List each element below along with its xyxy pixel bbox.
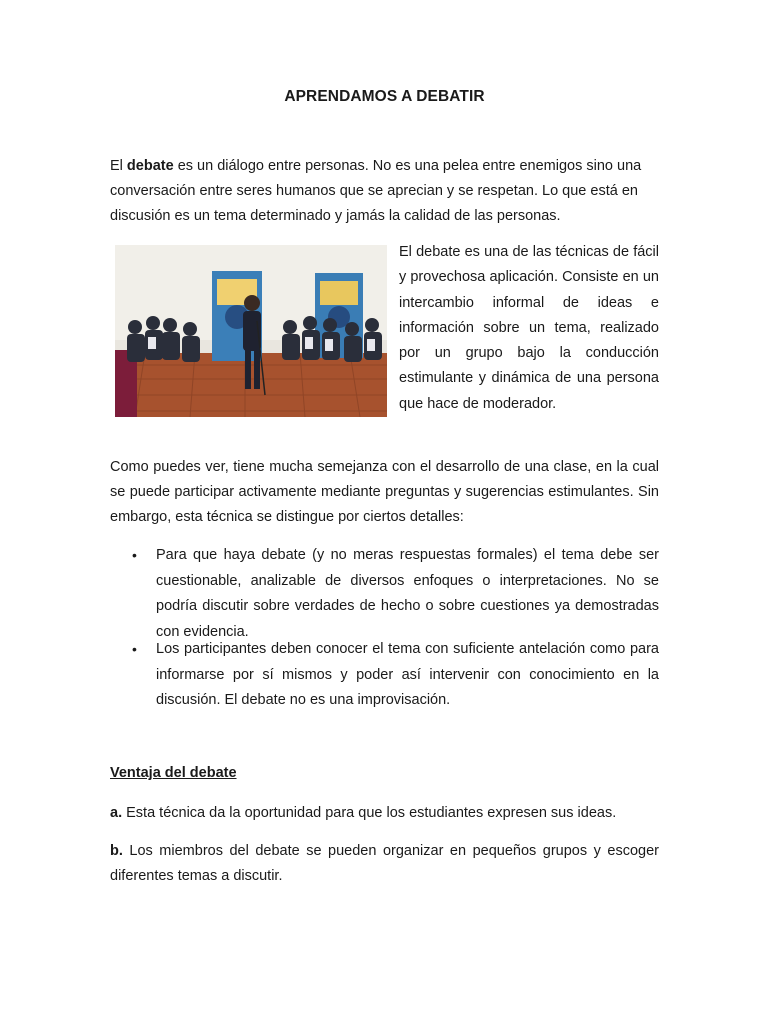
figure-paragraph: El debate es una de las técnicas de fácil y provechosa aplicación. Consiste en un intercambio informal de ideas e información sobre un tema, realizado por un grupo bajo la conducción estimulante y dinámica de una persona que hace de moderador. <box>399 244 659 412</box>
intro-paragraph <box>110 154 659 229</box>
list-item-text: Para que haya debate (y no meras respuestas formales) el tema debe ser cuestionable, analizable de diversos enfoques o interpretaciones. No se podría discutir sobre verdades de hecho o sobre cuestiones ya demostradas con evidencia. <box>156 547 659 640</box>
advantage-text: Esta técnica da la oportunidad para que los estudiantes expresen sus ideas. <box>122 805 617 821</box>
advantage-marker: b. <box>110 843 123 859</box>
paragraph-comparison: Como puedes ver, tiene mucha semejanza con el desarrollo de una clase, en la cual se puede participar activamente mediante preguntas y sugerencias estimulantes. Sin embargo, esta técnica se distingue por ciertos detalles: <box>110 459 659 525</box>
advantage-marker: a. <box>110 805 123 821</box>
list-item <box>110 637 659 714</box>
list-item <box>110 543 659 640</box>
advantage-a <box>110 801 659 826</box>
advantage-text: Los miembros del debate se pueden organizar en pequeños grupos y escoger diferentes temas a discutir. <box>110 843 659 884</box>
bullet-marker: • <box>132 547 137 563</box>
list-item-text: Los participantes deben conocer el tema con suficiente antelación como para informarse por sí mismos y poder así intervenir con conocimiento en la discusión. El debate no es una improvisación. <box>156 641 659 708</box>
section-heading: Ventaja del debate <box>110 765 237 781</box>
document-title: APRENDAMOS A DEBATIR <box>284 88 485 105</box>
intro-prefix: El <box>110 158 127 174</box>
intro-bold-term: debate <box>126 158 174 174</box>
bullet-marker: • <box>132 641 137 657</box>
debate-classroom-photo <box>115 245 387 417</box>
advantage-b <box>110 839 659 889</box>
intro-rest: es un diálogo entre personas. No es una pelea entre enemigos sino una conversación entre seres humanos que se aprecian y se respetan. Lo que está en discusión es un tema determinado y jamás la calidad de las personas. <box>110 158 642 224</box>
figure-with-text <box>110 240 659 419</box>
bullet-list <box>110 543 659 714</box>
